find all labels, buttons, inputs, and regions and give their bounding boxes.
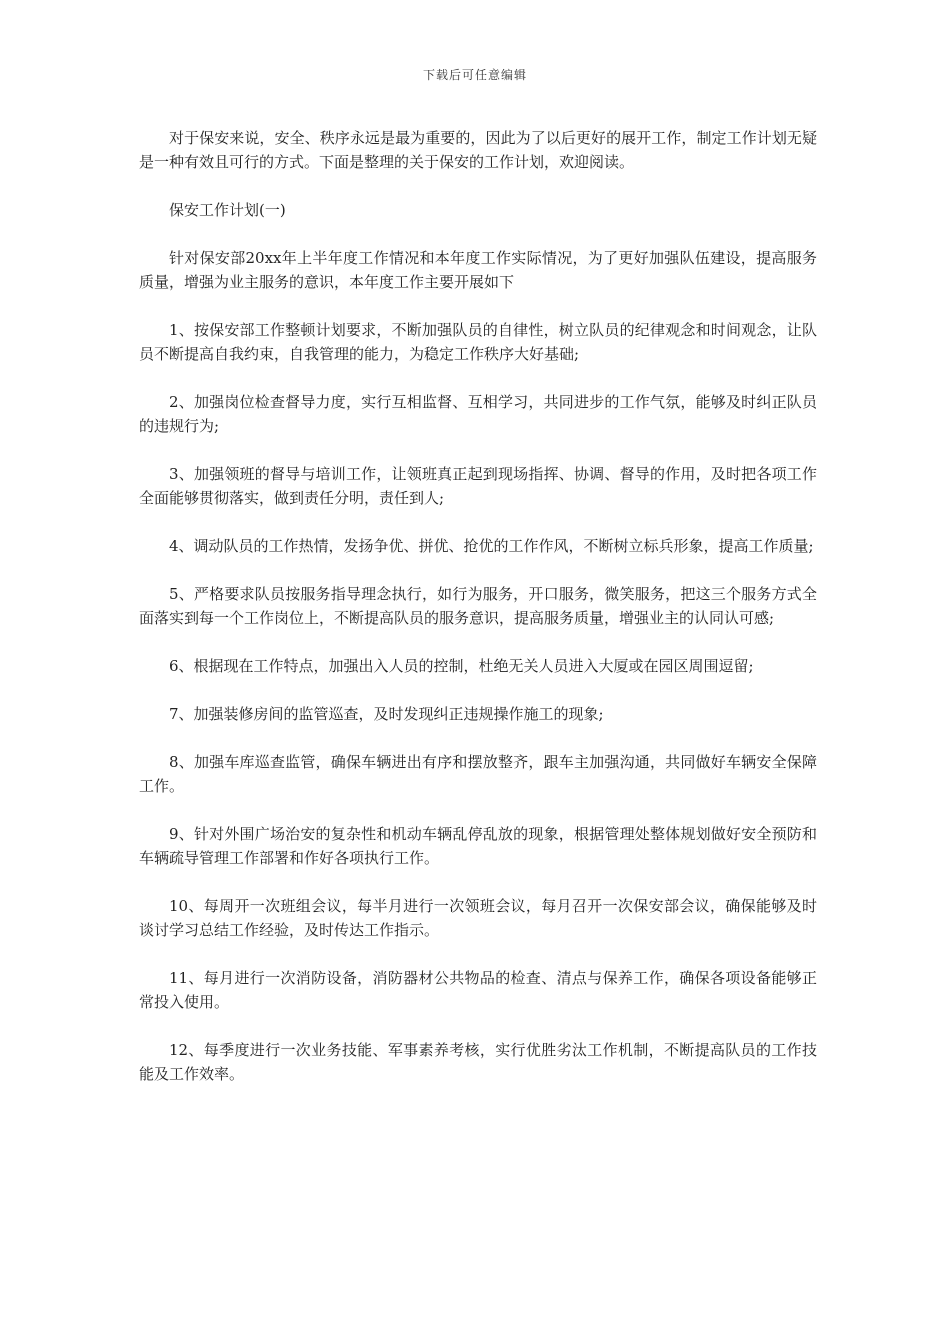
plan-item-10: 10、每周开一次班组会议，每半月进行一次领班会议，每月召开一次保安部会议，确保能够及时谈讨学习总结工作经验，及时传达工作指示。 — [139, 897, 817, 939]
plan-item-2: 2、加强岗位检查督导力度，实行互相监督、互相学习，共同进步的工作气氛，能够及时纠正队员的违规行为; — [139, 393, 817, 435]
intro-paragraph: 对于保安来说，安全、秩序永远是最为重要的，因此为了以后更好的展开工作，制定工作计划无疑是一种有效且可行的方式。下面是整理的关于保安的工作计划，欢迎阅读。 — [139, 129, 817, 171]
plan-item-1: 1、按保安部工作整顿计划要求，不断加强队员的自律性，树立队员的纪律观念和时间观念，让队员不断提高自我约束，自我管理的能力，为稳定工作秩序大好基础; — [139, 321, 817, 363]
plan-item-4: 4、调动队员的工作热情，发扬争优、拼优、抢优的工作作风，不断树立标兵形象，提高工作质量; — [169, 537, 814, 555]
plan-item-11: 11、每月进行一次消防设备，消防器材公共物品的检查、清点与保养工作，确保各项设备能够正常投入使用。 — [139, 969, 817, 1011]
document-body — [139, 126, 817, 1110]
plan-item-3: 3、加强领班的督导与培训工作，让领班真正起到现场指挥、协调、督导的作用，及时把各项工作全面能够贯彻落实，做到责任分明，责任到人; — [139, 465, 817, 507]
plan-item-12: 12、每季度进行一次业务技能、军事素养考核，实行优胜劣汰工作机制，不断提高队员的工作技能及工作效率。 — [139, 1041, 817, 1083]
lead-paragraph: 针对保安部20xx年上半年度工作情况和本年度工作实际情况，为了更好加强队伍建设，提高服务质量，增强为业主服务的意识，本年度工作主要开展如下 — [139, 249, 817, 291]
plan-item-6: 6、根据现在工作特点，加强出入人员的控制，杜绝无关人员进入大厦或在园区周围逗留; — [169, 657, 754, 675]
page-header-note: 下载后可任意编辑 — [422, 68, 527, 82]
section-title: 保安工作计划(一) — [169, 201, 286, 219]
plan-item-9: 9、针对外围广场治安的复杂性和机动车辆乱停乱放的现象，根据管理处整体规划做好安全预防和车辆疏导管理工作部署和作好各项执行工作。 — [139, 825, 817, 867]
plan-item-5: 5、严格要求队员按服务指导理念执行，如行为服务，开口服务，微笑服务，把这三个服务方式全面落实到每一个工作岗位上，不断提高队员的服务意识，提高服务质量，增强业主的认同认可感; — [139, 585, 817, 627]
plan-item-7: 7、加强装修房间的监管巡查，及时发现纠正违规操作施工的现象; — [169, 705, 604, 723]
plan-item-8: 8、加强车库巡查监管，确保车辆进出有序和摆放整齐，跟车主加强沟通，共同做好车辆安全保障工作。 — [139, 753, 817, 795]
